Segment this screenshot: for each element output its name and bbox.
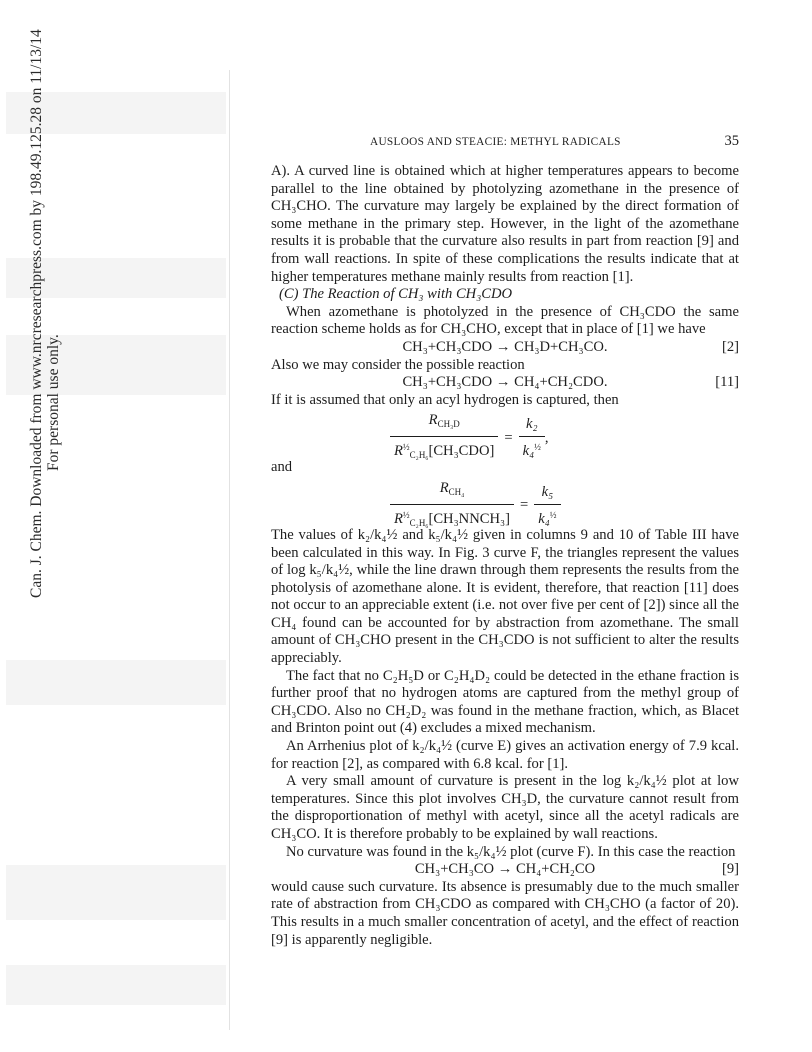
- body-text: [271, 163, 739, 949]
- paragraph: A very small amount of curvature is present in the log k₂/k₄½ plot at low temperatures. Since this plot involves CH₃D, the curvature cannot result from the disproportionation of methyl with acetyl, since all the acetyl radicals are CH₃CO. It is therefore probably to be explained by wall reactions.: [271, 773, 739, 842]
- download-notice-line1: Can. J. Chem. Downloaded from www.nrcresearchpress.com by 198.49.125.28 on 11/13/14: [28, 29, 45, 598]
- equation-number: [2]: [721, 338, 739, 355]
- section-heading: (C) The Reaction of CH₃ with CH₃CDO: [279, 286, 513, 303]
- rate-subscript: CH₄: [448, 486, 465, 497]
- paragraph: An Arrhenius plot of k₂/k₄½ (curve E) gives an activation energy of 7.9 kcal. for reaction [2], as compared with 6.8 kcal. for [1].: [271, 738, 739, 772]
- rate-symbol: R: [439, 479, 449, 496]
- rate-constant: k₅: [534, 484, 560, 505]
- conjunction: and: [271, 459, 293, 476]
- equation-text: CH₃+CH₃CO → CH₄+CH₂CO: [414, 861, 596, 878]
- rate-constant: k₄: [522, 442, 535, 459]
- running-head: AUSLOOS AND STEACIE: METHYL RADICALS: [370, 136, 621, 148]
- paragraph: The fact that no C₂H₅D or C₂H₄D₂ could be detected in the ethane fraction is further proof that no hydrogen atoms are captured from the methyl group of CH₃CDO. Also no CH₂D₂ was found in the methane fraction, which, as Blacet and Brinton point out (4) excludes a mixed mechanism.: [271, 667, 739, 737]
- download-notice-line2: For personal use only.: [45, 334, 62, 471]
- rate-subscript: C₂H₆: [409, 449, 429, 460]
- paragraph: If it is assumed that only an acyl hydrogen is captured, then: [271, 391, 619, 408]
- equation-number: [11]: [715, 374, 739, 391]
- gutter-line: [229, 70, 230, 1030]
- scan-noise: [6, 660, 226, 705]
- paragraph: Also we may consider the possible reaction: [271, 356, 525, 373]
- scan-noise: [6, 865, 226, 920]
- page-header: [271, 134, 739, 152]
- concentration: [CH₃CDO]: [428, 442, 495, 459]
- rate-ratio-equation: $\frac{R_{CH_3D}}{R^{\frac{1}{2}}_{C_2H_6}[CH_3CDO]}$ = $\frac{\text{k₂}}{k_4^{\frac{1}{2}}}$ ,: [271, 409, 739, 459]
- equation: [271, 339, 739, 357]
- exponent: ½: [534, 441, 541, 452]
- paragraph: A). A curved line is obtained which at higher temperatures appears to become parallel to the line obtained by photolyzing azomethane in the presence of CH₃CHO. The curvature may largely be explained by the direct formation of some methane in the primary step. However, in the light of the azomethane results it is probable that the curvature also results in part from reaction [9] and from wall reactions. In spite of these complications the results indicate that at higher temperatures methane mainly results from reaction [1].: [271, 163, 739, 285]
- equation: [271, 374, 739, 392]
- rate-ratio-equation: $\frac{R_{CH_4}}{R^{\frac{1}{2}}_{C_2H_6}[CH_3NNCH_3]}$ = $\frac{\text{k₅}}{k_4^{\frac{1}{2}}}$: [271, 477, 739, 527]
- rate-symbol: R: [428, 412, 438, 429]
- exponent: ½: [402, 441, 410, 452]
- equation: [271, 861, 739, 879]
- rate-subscript: C₂H₆: [409, 517, 429, 528]
- paragraph: No curvature was found in the k₅/k₄½ plot (curve F). In this case the reaction: [286, 843, 736, 860]
- equation-text: CH₃+CH₃CDO → CH₃D+CH₃CO.: [402, 338, 608, 355]
- punctuation: ,: [544, 429, 549, 446]
- equation-number: [9]: [721, 861, 739, 878]
- rate-constant: k₂: [519, 416, 545, 437]
- exponent: ½: [402, 509, 410, 520]
- paragraph: When azomethane is photolyzed in the presence of CH₃CDO the same reaction scheme holds as for CH₃CHO, except that in place of [1] we have: [271, 303, 739, 338]
- rate-symbol: R: [394, 510, 403, 527]
- rate-subscript: CH₃D: [437, 419, 460, 430]
- page-number: 35: [724, 133, 739, 149]
- paragraph: The values of k₂/k₄½ and k₅/k₄½ given in columns 9 and 10 of Table III have been calculated in this way. In Fig. 3 curve F, the triangles represent the values of log k₅/k₄½, while the line drawn through them represents the results from the photolysis of azomethane alone. It is evident, therefore, that reaction [11] does not occur to an appreciable extent (i.e. not over five per cent of [2]) since all the CH₄ found can be accounted for by abstraction from azomethane. The small amount of CH₃CHO present in the CH₃CDO is not sufficient to alter the results appreciably.: [271, 526, 739, 667]
- paragraph: would cause such curvature. Its absence is presumably due to the much smaller rate of abstraction from CH₃CDO as compared with CH₃CHO (a factor of 20). This results in a much smaller concentration of acetyl, and the effect of reaction [9] is apparently negligible.: [271, 878, 739, 948]
- equation-text: CH₃+CH₃CDO → CH₄+CH₂CDO.: [402, 374, 608, 391]
- exponent: ½: [549, 509, 557, 520]
- concentration: [CH₃NNCH₃]: [428, 510, 510, 527]
- scan-noise: [6, 965, 226, 1005]
- rate-symbol: R: [394, 442, 403, 459]
- rate-constant: k₄: [538, 510, 550, 527]
